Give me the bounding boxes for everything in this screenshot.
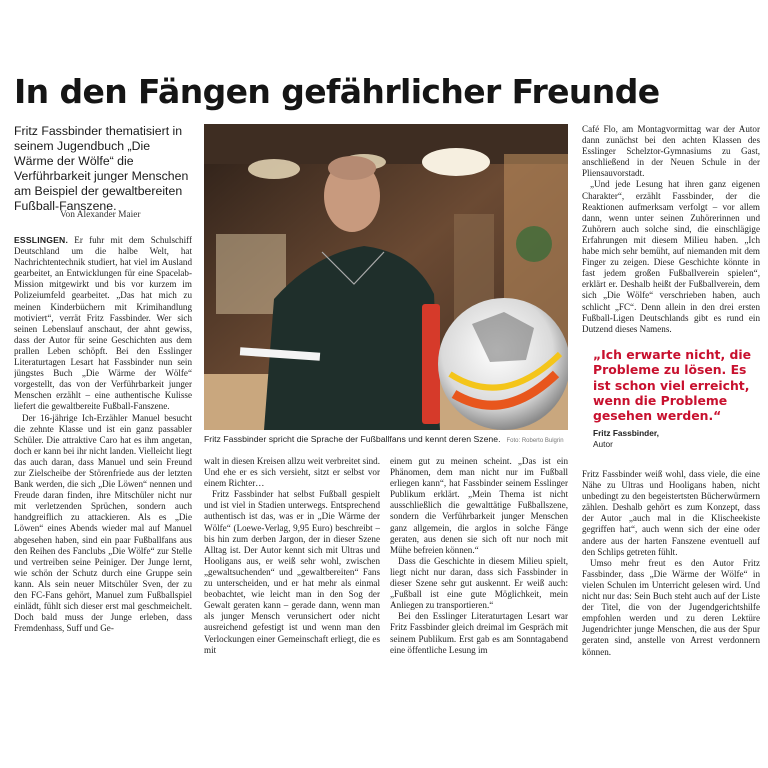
paragraph: walt in diesen Kreisen allzu weit verbreitet sind. Und ehe er es sich versieht, sitzt er selbst vor einem Richter… xyxy=(204,456,380,489)
paragraph xyxy=(14,235,192,413)
text-column-4-top xyxy=(582,124,760,342)
dateline: ESSLINGEN. xyxy=(14,235,69,245)
photo-caption xyxy=(204,434,568,444)
article-photo xyxy=(204,124,568,430)
paragraph: Café Flo, am Montagvormittag war der Autor dann zunächst bei den achten Klassen des Esslinger Schelztor-Gymnasiums zu Gast, anschließend in der Neuen Schule in der Pliensauvorstadt. xyxy=(582,124,760,179)
paragraph: Fritz Fassbinder hat selbst Fußball gespielt und ist viel in Stadien unterwegs. Entsprechend authentisch ist das, was er in „Die Wärme der Wölfe“ (Loewe-Verlag, 9,95 Euro) beschreibt – bis hin zum derben Jargon, der in dieser Szene Alltag ist. Der Autor kennt sich mit Ultras und Hooligans aus, er weiß sehr wohl, zwischen „gewaltsuchenden“ und „gewaltbereiten“ Fans zu unterscheiden, und er hat mehr als einmal beobachtet, wie leicht man in den Sog der Gewalt geraten kann – gerade dann, wenn man als junger Mensch verunsichert oder nicht ausreichend gefestigt ist und wenn man den Verlockungen einer Gemeinschaft erliegt, die es mit xyxy=(204,489,380,655)
text-column-3 xyxy=(390,456,568,668)
text-column-4-bottom xyxy=(582,469,760,667)
paragraph: einem gut zu meinen scheint. „Das ist ein Phänomen, dem man nicht nur im Fußball erliegen kann“, hat Fassbinder seinem Esslinger Publikum erklärt. „Mein Thema ist nicht ausschließlich die gewalttätige Fußballszene, sondern die Verführbarkeit junger Menschen ganz allgemein, die arglos in solche Fänge geraten, aus denen sie sich oft nur noch mit Mühe befreien können.“ xyxy=(390,456,568,555)
text-column-2 xyxy=(204,456,380,668)
paragraph: Dass die Geschichte in diesem Milieu spielt, liegt nicht nur daran, dass sich Fassbinder in dieser Szene sehr gut auskennt. Er weiß auch: „Fußball ist eine gute Möglichkeit, mein Anliegen zu transportieren.“ xyxy=(390,555,568,611)
quote-attribution xyxy=(593,428,659,449)
photo-credit: Foto: Roberto Bulgrin xyxy=(506,438,564,444)
paragraph: Der 16-jährige Ich-Erzähler Manuel besucht die zehnte Klasse und ist ein ganz passabler Schüler. Die attraktive Caro hat es ihm angetan, doch er kann bei ihr nicht landen. Vielleicht liegt das auch daran, dass Manuel und sein Freund zur Zielscheibe der Störenfriede aus der letzten Bank werden, die sich „Die Löwen“ nennen und Freude daran finden, ihre Mitschüler nicht nur mit verletzenden Sprüchen, sondern auch handgreiflich zu attackieren. Als es „Die Löwen“ eines Abends wieder mal auf Manuel abgesehen haben, sind ein paar Fußballfans aus den Reihen des Fanclubs „Die Wölfe“ zur Stelle und vertreiben seine Peiniger. Der Junge lernt, wie schön der Schutz durch eine Gruppe sein kann. Als sein neuer Mitschüler Sven, der zu den FC-Fans gehört, Manuel zum Fußballspiel einlädt, fühlt sich dieser erst mal geschmeichelt. Doch bald muss der Junge erleben, dass Fremdenhass, Suff und Ge- xyxy=(14,412,192,634)
paragraph: „Und jede Lesung hat ihren ganz eigenen Charakter“, erzählt Fassbinder, der die Reaktionen aufmerksam verfolgt – vor allem dann, wenn unter seinen Zuhörerinnen und Zuhörern auch solche sind, die einschlägige Erfahrungen mit diesem Milieu haben. „Ich habe mich sehr bemüht, auf niemanden mit dem Finger zu zeigen. Diese Geschichte könnte in fast jedem großen Fußballverein spielen“, erklärt er. Deshalb heißt der Fußballverein, dem sich „Die Wölfe“ verschrieben haben, auch schlicht „FC“. Denn allein in den drei ersten Fußball-Ligen Deutschlands gibt es rund ein Dutzend dieses Namens. xyxy=(582,179,760,334)
paragraph: Fritz Fassbinder weiß wohl, dass viele, die eine Nähe zu Ultras und Hooligans haben, nicht unbedingt zu den begeistertsten Bücherwürmern zählen. Deshalb gehört es zum Konzept, dass der Autor „auch mal in die Klischeekiste gegriffen hat“, auch wenn sich der eine oder andere aus der harten Fanszene eventuell auf den Schlips getreten fühlt. xyxy=(582,469,760,557)
quote-author: Fritz Fassbinder, xyxy=(593,428,659,438)
paragraph: Umso mehr freut es den Autor Fritz Fassbinder, dass „Die Wärme der Wölfe“ in vielen Schulen im Unterricht gelesen wird. Und nicht nur das: Sein Buch steht auch auf der Liste der Titel, die von der Jugendgerichtshilfe empfohlen werden und zu deren Lektüre Jugendrichter junge Menschen, die aus der Spur geraten sind, anstelle von Arrest verdonnern können. xyxy=(582,557,760,657)
article-byline: Von Alexander Maier xyxy=(60,210,141,220)
paragraph: Bei den Esslinger Literaturtagen Lesart war Fritz Fassbinder gleich dreimal im Gespräch mit seinem Publikum. Erst gab es am Sonntagabend eine öffentliche Lesung im xyxy=(390,611,568,655)
quote-role: Autor xyxy=(593,438,613,449)
caption-text: Fritz Fassbinder spricht die Sprache der Fußballfans und kennt deren Szene. xyxy=(204,434,501,444)
article-headline: In den Fängen gefährlicher Freunde xyxy=(14,72,660,111)
article-intro: Fritz Fassbinder thematisiert in seinem Jugendbuch „Die Wärme der Wölfe“ die Verführbarkeit junger Menschen am Beispiel der gewaltbereiten Fußball-Fanszene. xyxy=(14,124,189,213)
paragraph-text: Er fuhr mit dem Schulschiff Deutschland um die halbe Welt, hat Nachrichtentechnik studiert, hat viel im Ausland gearbeitet, an Entwicklungen für eine Spacelab-Mission mitgewirkt und bis vor kurzem im Polizeiumfeld gearbeitet. „Das hat mich zu meinen Kinderbüchern mit Krimihandlung motiviert“, verrät Fritz Fassbinder. Wer sich seinen Lebenslauf anschaut, der ahnt gewiss, dass der Autor für seine Geschichten aus dem prallen Leben schöpft. Bei den Esslinger Literaturtagen Lesart hat Fassbinder nun sein jüngstes Buch „Die Wärme der Wölfe“ vorgestellt, das von der Verführbarkeit junger Menschen erzählt – eine authentische Kulisse liefert die gewaltbereite Fußball-Fanszene. xyxy=(14,235,192,412)
photo-illustration xyxy=(204,124,568,430)
pull-quote: „Ich erwarte nicht, die Probleme zu lösen. Es ist schon viel erreicht, wenn die Probleme gesehen werden.“ xyxy=(593,347,752,424)
text-column-1 xyxy=(14,235,192,667)
